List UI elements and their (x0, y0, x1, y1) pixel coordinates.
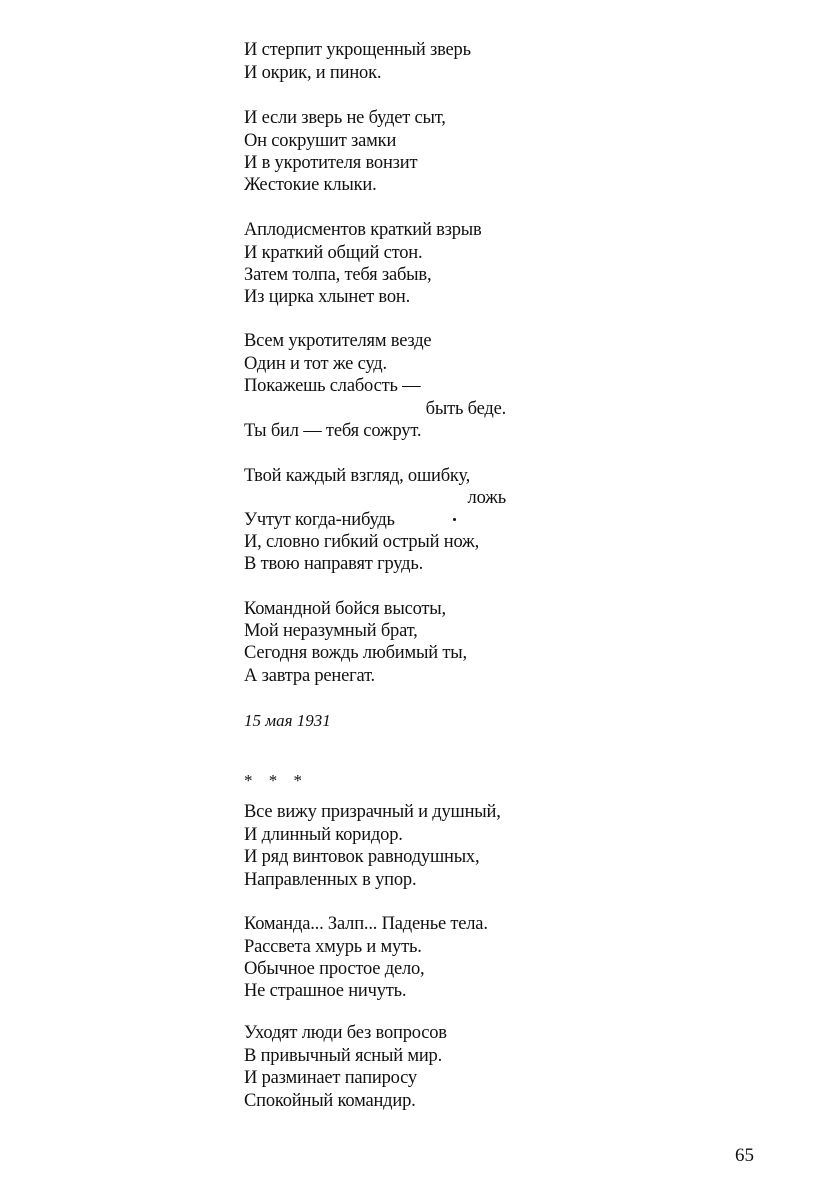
poem-line: Ты бил — тебя сожрут. (244, 421, 422, 441)
poem-line: Команда... Залп... Паденье тела. (244, 914, 488, 934)
poem-line: Он сокрушит замки (244, 131, 397, 151)
page-number: 65 (735, 1145, 754, 1166)
poem-line: В твою направят грудь. (244, 554, 424, 574)
poem-line: Уходят люди без вопросов (244, 1023, 447, 1043)
poem-line: Сегодня вождь любимый ты, (244, 643, 467, 663)
poem-line-indented: быть беде. (425, 399, 506, 419)
poem-line: И в укротителя вонзит (244, 153, 418, 173)
section-separator: * * * (244, 771, 308, 790)
poem-line: И ряд винтовок равнодушных, (244, 847, 480, 867)
poem-line: Жестокие клыки. (244, 175, 377, 195)
poem-line: Все вижу призрачный и душный, (244, 802, 501, 822)
poem-line: И разминает папиросу (244, 1068, 417, 1088)
poem-line: Обычное простое дело, (244, 959, 425, 979)
poem-line: И, словно гибкий острый нож, (244, 532, 480, 552)
poem-line: Учтут когда-нибудь (244, 510, 395, 530)
poem-line: Мой неразумный брат, (244, 621, 418, 641)
poem-line: В привычный ясный мир. (244, 1046, 442, 1066)
poem-line: И если зверь не будет сыт, (244, 108, 446, 128)
poem-line: И стерпит укрощенный зверь (244, 40, 471, 60)
poem-line: Один и тот же суд. (244, 354, 387, 374)
poem-line: И окрик, и пинок. (244, 63, 382, 83)
ink-dot (453, 518, 456, 521)
poem-line: Твой каждый взгляд, ошибку, (244, 466, 471, 486)
poem-date: 15 мая 1931 (244, 711, 331, 730)
poem-line: Рассвета хмурь и муть. (244, 937, 422, 957)
poem-line: И краткий общий стон. (244, 243, 423, 263)
poem-line-indented: ложь (467, 488, 506, 508)
poem-line: А завтра ренегат. (244, 666, 375, 686)
poem-line: Из цирка хлынет вон. (244, 287, 411, 307)
poem-line: Затем толпа, тебя забыв, (244, 265, 432, 285)
poem-line: Всем укротителям везде (244, 331, 432, 351)
poem-line: Спокойный командир. (244, 1091, 416, 1111)
poem-line: Не страшное ничуть. (244, 981, 407, 1001)
poem-line: Командной бойся высоты, (244, 599, 446, 619)
poem-line: И длинный коридор. (244, 825, 403, 845)
poem-line: Аплодисментов краткий взрыв (244, 220, 482, 240)
poem-line: Направленных в упор. (244, 870, 417, 890)
poem-line: Покажешь слабость — (244, 376, 421, 396)
